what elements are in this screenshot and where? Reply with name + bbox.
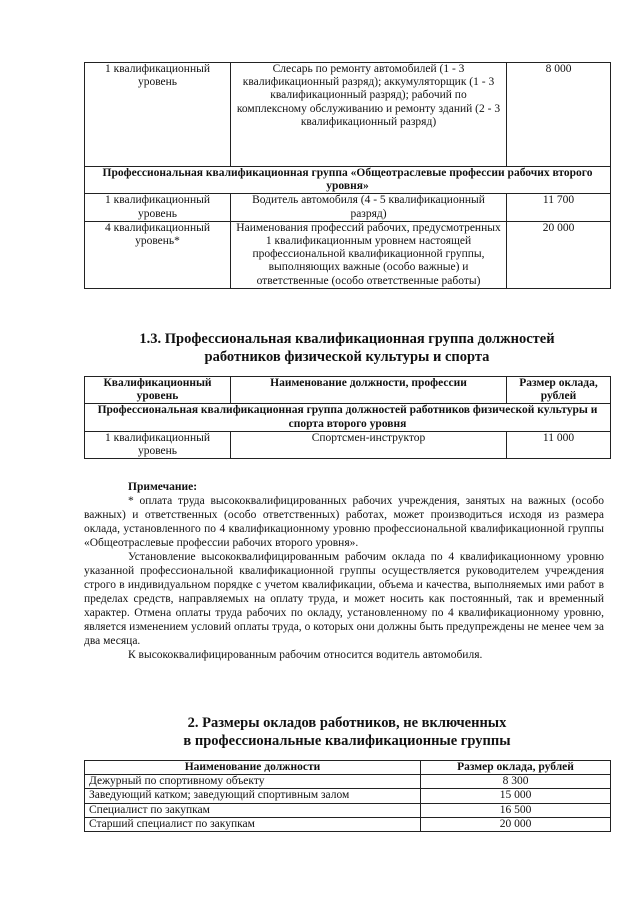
table-header-row <box>85 377 611 404</box>
positions-cell: Слесарь по ремонту автомобилей (1 - 3 квалификационный разряд); аккумуляторщик (1 - 3 квалификационный разряд); рабочий по комплексному обслуживанию и ремонту зданий (2 - 3 квалификационный разряд) <box>231 63 507 167</box>
section-1-3-heading <box>84 330 610 366</box>
positions-cell: Водитель автомобиля (4 - 5 квалификационный разряд) <box>231 194 507 221</box>
note-paragraph: * оплата труда высококвалифицированных рабочих учреждения, занятых на важных (особо важных) и ответственных (особо ответственных) работах, может производиться исходя из размера оклада, установленного по 4 квалификационному уровню профессиональной квалификационной группы «Общеотраслевые профессии рабочих второго уровня». <box>84 495 604 549</box>
section-2-heading <box>84 714 610 750</box>
position-cell: Старший специалист по закупкам <box>85 817 421 831</box>
position-cell: Дежурный по спортивному объекту <box>85 775 421 789</box>
heading-line: 2. Размеры окладов работников, не включенных <box>187 715 507 731</box>
position-cell: Спортсмен-инструктор <box>231 431 507 458</box>
group-heading-cell: Профессиональная квалификационная группа должностей работников физической культуры и спорта второго уровня <box>85 404 611 431</box>
position-cell: Специалист по закупкам <box>85 803 421 817</box>
heading-line: 1.3. Профессиональная квалификационная группа должностей <box>139 331 555 347</box>
header-position: Наименование должности, профессии <box>231 377 507 404</box>
salary-cell: 11 700 <box>507 194 611 221</box>
table-row <box>85 803 611 817</box>
level-cell: 1 квалификационный уровень <box>85 194 231 221</box>
note-block <box>84 480 604 662</box>
table-group-row <box>85 404 611 431</box>
header-salary: Размер оклада, рублей <box>421 761 611 775</box>
header-salary: Размер оклада, рублей <box>507 377 611 404</box>
table-row <box>85 221 611 288</box>
salary-cell: 16 500 <box>421 803 611 817</box>
header-position: Наименование должности <box>85 761 421 775</box>
salary-cell: 8 000 <box>507 63 611 167</box>
level-cell: 1 квалификационный уровень <box>85 63 231 167</box>
table-row <box>85 194 611 221</box>
salary-cell: 20 000 <box>421 817 611 831</box>
salary-cell: 8 300 <box>421 775 611 789</box>
table-group-row <box>85 167 611 194</box>
table-row <box>85 789 611 803</box>
heading-line: работников физической культуры и спорта <box>204 349 490 365</box>
table-row <box>85 431 611 458</box>
salary-cell: 11 000 <box>507 431 611 458</box>
note-paragraph: Установление высококвалифицированным рабочим оклада по 4 квалификационному уровню указанной профессиональной квалификационной группы осуществляется руководителем учреждения строго в индивидуальном порядке с учетом квалификации, объема и качества, выполняемых ими работ в пределах средств, направляемых на оплату труда, и может носить как постоянный, так и временный характер. Отмена оплаты труда рабочих по окладу, установленному по 4 квалификационному уровню, является изменением условий оплаты труда, о которых они должны быть предупреждены не менее чем за два месяца. <box>84 551 604 647</box>
note-title: Примечание: <box>128 481 198 493</box>
heading-line: в профессиональные квалификационные группы <box>183 733 511 749</box>
table-row <box>85 63 611 167</box>
table-row <box>85 817 611 831</box>
group-heading-cell: Профессиональная квалификационная группа «Общеотраслевые профессии рабочих второго уровня» <box>85 167 611 194</box>
salary-cell: 20 000 <box>507 221 611 288</box>
level-cell: 1 квалификационный уровень <box>85 431 231 458</box>
qualification-table-sport <box>84 376 611 459</box>
positions-cell: Наименования профессий рабочих, предусмотренных 1 квалификационным уровнем настоящей профессиональной квалификационной группы, выполняющих важные (особо важные) и ответственные (особо ответственные работы) <box>231 221 507 288</box>
position-cell: Заведующий катком; заведующий спортивным залом <box>85 789 421 803</box>
table-row <box>85 775 611 789</box>
note-paragraph: К высококвалифицированным рабочим относится водитель автомобиля. <box>128 649 483 661</box>
salary-cell: 15 000 <box>421 789 611 803</box>
table-header-row <box>85 761 611 775</box>
salary-table-other <box>84 760 611 832</box>
qualification-table-workers <box>84 62 611 289</box>
header-level: Квалификационный уровень <box>85 377 231 404</box>
level-cell: 4 квалификационный уровень* <box>85 221 231 288</box>
